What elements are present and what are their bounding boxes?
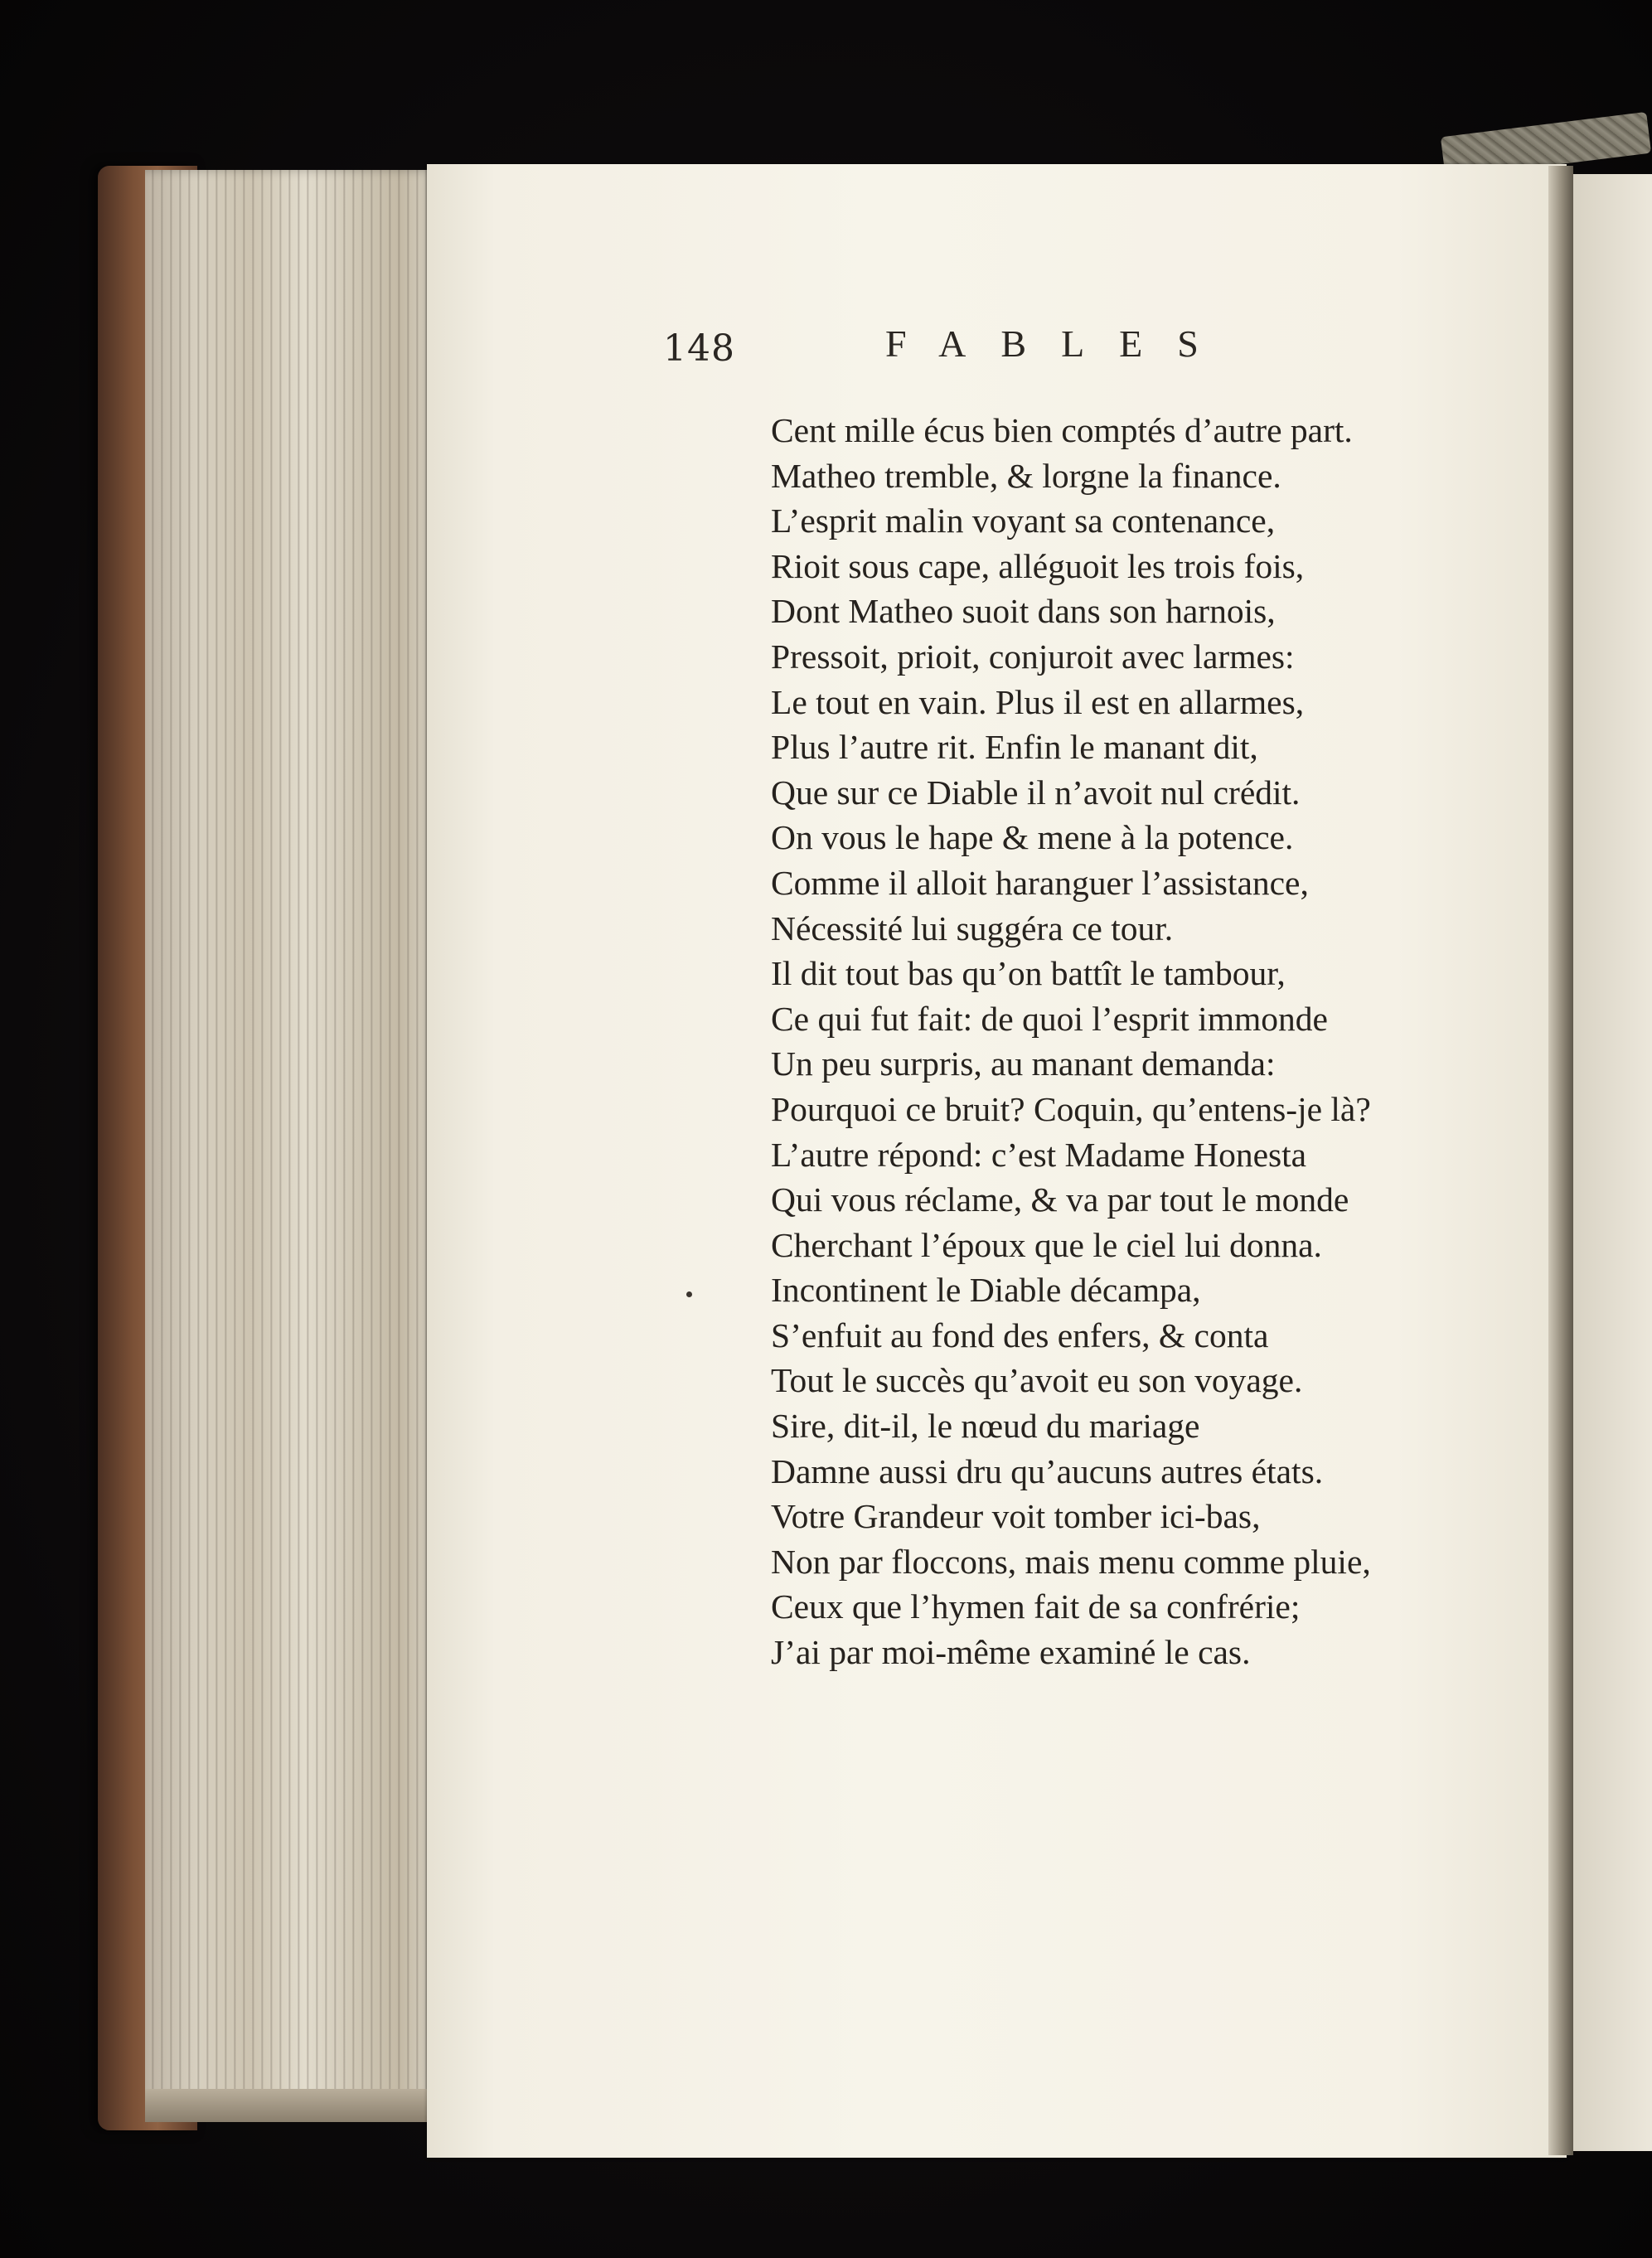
- verse-line: L’autre répond: c’est Madame Honesta: [771, 1135, 1307, 1174]
- verse-line: Il dit tout bas qu’on battît le tambour,: [771, 954, 1286, 993]
- verse-line: Ceux que l’hymen fait de sa confrérie;: [771, 1587, 1301, 1626]
- verse-line: On vous le hape & mene à la potence.: [771, 818, 1294, 857]
- facing-page-edge: [1571, 174, 1652, 2151]
- verse-line: S’enfuit au fond des enfers, & conta: [771, 1316, 1269, 1354]
- verse-line: Pressoit, prioit, conjuroit avec larmes:: [771, 637, 1295, 676]
- page-edges-bottom: [145, 2089, 435, 2122]
- verse-line: Non par floccons, mais menu comme pluie,: [771, 1542, 1371, 1581]
- verse-text: [771, 408, 1517, 1675]
- verse-line: Ce qui fut fait: de quoi l’esprit immonde: [771, 999, 1328, 1038]
- verse-line: Rioit sous cape, alléguoit les trois fois,: [771, 546, 1305, 585]
- page-edges-stack: [145, 170, 435, 2101]
- verse-line: Qui vous réclame, & va par tout le monde: [771, 1180, 1349, 1219]
- verse-line: L’esprit malin voyant sa contenance,: [771, 502, 1276, 540]
- verse-line: Plus l’autre rit. Enfin le manant dit,: [771, 728, 1258, 767]
- page-number: 148: [663, 327, 735, 370]
- verse-line: Matheo tremble, & lorgne la finance.: [771, 456, 1281, 495]
- page-gutter-shadow: [1548, 166, 1573, 2155]
- verse-line: Tout le succès qu’avoit eu son voyage.: [771, 1361, 1303, 1400]
- ink-speck: [686, 1291, 692, 1297]
- verse-line: Comme il alloit haranguer l’assistance,: [771, 863, 1309, 902]
- running-head: FABLES: [885, 322, 1233, 365]
- verse-line: Incontinent le Diable décampa,: [771, 1271, 1201, 1310]
- verse-line: Sire, dit-il, le nœud du mariage: [771, 1407, 1200, 1446]
- verse-line: Que sur ce Diable il n’avoit nul crédit.: [771, 773, 1301, 812]
- verse-line: Dont Matheo suoit dans son harnois,: [771, 592, 1276, 631]
- verse-line: J’ai par moi-même examiné le cas.: [771, 1633, 1251, 1672]
- verse-line: Cent mille écus bien comptés d’autre part.: [771, 411, 1353, 449]
- verse-line: Cherchant l’époux que le ciel lui donna.: [771, 1225, 1322, 1264]
- verse-line: Pourquoi ce bruit? Coquin, qu’entens-je là?: [771, 1089, 1371, 1128]
- verse-line: Le tout en vain. Plus il est en allarmes,: [771, 682, 1305, 721]
- verse-line: Un peu surpris, au manant demanda:: [771, 1044, 1276, 1083]
- verse-line: Votre Grandeur voit tomber ici-bas,: [771, 1497, 1261, 1536]
- verse-line: Damne aussi dru qu’aucuns autres états.: [771, 1451, 1324, 1490]
- verse-line: Nécessité lui suggéra ce tour.: [771, 909, 1174, 947]
